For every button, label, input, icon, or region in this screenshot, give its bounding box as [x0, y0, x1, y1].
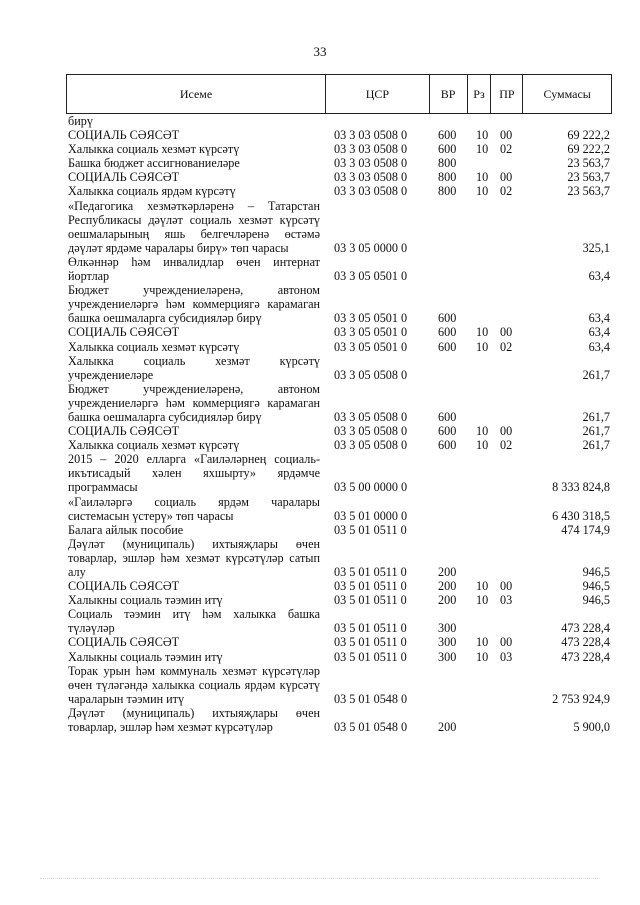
cell-csr: 03 5 01 0511 0: [334, 593, 407, 608]
cell-name: СОЦИАЛЬ СӘЯСӘТ: [68, 170, 180, 185]
cell-sum: 63,4: [588, 339, 610, 354]
table-row: [66, 184, 612, 198]
cell-csr: 03 5 01 0548 0: [334, 720, 408, 735]
header-rz: Рз: [468, 75, 492, 113]
cell-vr: 600: [438, 424, 457, 439]
cell-sum: 946,5: [582, 565, 610, 579]
cell-csr: 03 5 01 0000 0: [334, 508, 408, 523]
cell-vr: 600: [438, 142, 457, 157]
cell-sum: 69 222,2: [567, 142, 610, 157]
cell-pr: 00: [500, 170, 513, 185]
cell-sum: 23 563,7: [567, 184, 610, 199]
cell-vr: 600: [438, 409, 457, 424]
table-body: [66, 114, 612, 734]
cell-name: Бюджет учреждениеләренә, автоном учреждениеләргә һәм коммерциягә карамаган башка оешмаларга субсидияләр бирү: [68, 283, 320, 326]
cell-name: Бюджет учреждениеләренә, автоном учреждениеләргә һәм коммерциягә карамаган башка оешмаларга субсидияләр бирү: [68, 381, 320, 424]
header-vr: ВР: [430, 75, 468, 113]
table-header: [66, 74, 612, 114]
cell-sum: 261,7: [582, 438, 610, 453]
table-row: [66, 424, 612, 438]
page-number: 33: [313, 44, 327, 59]
cell-pr: 02: [500, 339, 513, 354]
cell-csr: 03 3 05 0508 0: [334, 409, 408, 424]
cell-rz: 10: [476, 579, 489, 594]
cell-sum: 474 174,9: [561, 522, 610, 537]
cell-sum: 261,7: [582, 367, 610, 382]
cell-pr: 02: [500, 184, 513, 199]
cell-name: Халыкны социаль тәэмин итү: [68, 649, 223, 664]
cell-rz: 10: [476, 128, 489, 143]
cell-name: Өлкәннәр һәм инвалидлар өчен интернат йортлар: [68, 254, 320, 284]
cell-vr: 600: [438, 325, 457, 340]
cell-sum: 325,1: [582, 240, 610, 255]
cell-sum: 5 900,0: [573, 720, 610, 735]
cell-sum: 473 228,4: [561, 621, 610, 636]
cell-pr: 00: [500, 128, 513, 143]
cell-name: Халыкка социаль хезмәт күрсәтү учреждениеләре: [68, 353, 320, 382]
cell-pr: 02: [500, 142, 513, 157]
cell-vr: 300: [438, 635, 457, 650]
table-row: [66, 255, 612, 283]
cell-sum: 23 563,7: [567, 170, 610, 185]
cell-pr: 00: [500, 424, 513, 439]
cell-csr: 03 5 01 0511 0: [334, 635, 407, 650]
budget-table: [66, 74, 612, 734]
table-row: [66, 283, 612, 325]
cell-vr: 800: [438, 170, 457, 185]
table-row: [66, 537, 612, 579]
cell-sum: 23 563,7: [567, 156, 610, 171]
cell-csr: 03 5 01 0511 0: [334, 579, 407, 594]
cell-pr: 00: [500, 635, 513, 650]
cell-vr: 300: [438, 621, 457, 636]
table-row: [66, 650, 612, 664]
cell-csr: 03 3 03 0508 0: [334, 184, 408, 199]
table-row: [66, 706, 612, 734]
cell-vr: 800: [438, 184, 457, 199]
cell-sum: 261,7: [582, 424, 610, 439]
table-row: [66, 114, 612, 128]
table-row: [66, 593, 612, 607]
cell-vr: 200: [438, 593, 457, 608]
cell-name: СОЦИАЛЬ СӘЯСӘТ: [68, 128, 180, 143]
cell-csr: 03 5 01 0511 0: [334, 649, 407, 664]
cell-sum: 473 228,4: [561, 635, 610, 650]
cell-csr: 03 3 03 0508 0: [334, 128, 408, 143]
table-row: [66, 156, 612, 170]
cell-rz: 10: [476, 438, 489, 453]
table-row: [66, 579, 612, 593]
table-row: [66, 495, 612, 523]
cell-csr: 03 3 03 0508 0: [334, 156, 408, 171]
cell-pr: 00: [500, 579, 513, 594]
cell-sum: 8 333 824,8: [552, 480, 610, 495]
cell-csr: 03 3 05 0501 0: [334, 269, 408, 284]
table-row: [66, 664, 612, 706]
cell-vr: 200: [438, 579, 457, 594]
cell-vr: 200: [438, 720, 457, 735]
table-row: [66, 170, 612, 184]
cell-rz: 10: [476, 325, 489, 340]
cell-name: Торак урын һәм коммуналь хезмәт күрсәтүләр өчен түләгәндә халыкка социаль ярдәм күрсәтү чараларын тәэмин итү: [68, 663, 320, 706]
cell-csr: 03 5 01 0511 0: [334, 565, 407, 579]
cell-pr: 00: [500, 325, 513, 340]
header-pr: ПР: [491, 75, 523, 113]
cell-csr: 03 3 05 0501 0: [334, 339, 408, 354]
cell-name: «Гаиләләргә социаль ярдәм чаралары системасын үстерү» төп чарасы: [68, 494, 320, 523]
cell-name: 2015 – 2020 елларга «Гаиләләрнең социаль-икътисадый хәлен яхшырту» ярдәмче программасы: [68, 452, 320, 495]
cell-pr: 03: [500, 649, 513, 664]
cell-name: Халыкка социаль ярдәм күрсәтү: [68, 184, 236, 199]
cell-name: СОЦИАЛЬ СӘЯСӘТ: [68, 635, 180, 650]
cell-csr: 03 3 05 0508 0: [334, 367, 408, 382]
table-row: [66, 607, 612, 635]
cell-rz: 10: [476, 339, 489, 354]
cell-csr: 03 5 01 0511 0: [334, 522, 407, 537]
header-sum: Суммасы: [543, 86, 591, 101]
cell-name: Башка бюджет ассигнованиеләре: [68, 156, 240, 171]
cell-rz: 10: [476, 635, 489, 650]
cell-name: СОЦИАЛЬ СӘЯСӘТ: [68, 424, 180, 439]
cell-sum: 6 430 318,5: [552, 508, 610, 523]
table-row: [66, 438, 612, 452]
cell-vr: 600: [438, 339, 457, 354]
cell-sum: 69 222,2: [567, 128, 610, 143]
cell-sum: 946,5: [582, 593, 610, 608]
cell-sum: 63,4: [588, 325, 610, 340]
cell-sum: 473 228,4: [561, 649, 610, 664]
cell-csr: 03 5 01 0511 0: [334, 621, 407, 636]
cell-csr: 03 3 03 0508 0: [334, 170, 408, 185]
cell-vr: 600: [438, 128, 457, 143]
table-row: [66, 452, 612, 494]
cell-rz: 10: [476, 170, 489, 185]
table-row: [66, 199, 612, 255]
cell-csr: 03 3 05 0501 0: [334, 311, 408, 326]
cell-csr: 03 3 05 0501 0: [334, 325, 408, 340]
cell-vr: 600: [438, 311, 457, 326]
cell-name: Балага айлык пособие: [68, 522, 184, 537]
cell-sum: 2 753 924,9: [552, 691, 610, 706]
scan-artifact-line: [40, 878, 600, 881]
table-row: [66, 340, 612, 354]
cell-name: Дәүләт (муниципаль) ихтыяҗлары өчен товарлар, эшләр һәм хезмәт күрсәтүләр: [68, 705, 320, 735]
cell-sum: 261,7: [582, 409, 610, 424]
cell-pr: 02: [500, 438, 513, 453]
cell-sum: 63,4: [588, 269, 610, 284]
cell-vr: 600: [438, 438, 457, 453]
cell-sum: 946,5: [582, 579, 610, 594]
cell-rz: 10: [476, 424, 489, 439]
cell-name: Дәүләт (муниципаль) ихтыяҗлары өчен товарлар, эшләр һәм хезмәт күрсәтүләр сатып алу: [68, 536, 320, 579]
table-row: [66, 635, 612, 649]
cell-name: «Педагогика хезмәткәрләренә – Татарстан Республикасы дәүләт социаль хезмәт күрсәтү оешмаларының яшь белгечләренә өстәмә дәүләт ярдәме чаралары бирү» төп чарасы: [68, 198, 320, 255]
cell-csr: 03 5 01 0548 0: [334, 691, 408, 706]
cell-rz: 10: [476, 649, 489, 664]
cell-rz: 10: [476, 142, 489, 157]
cell-name: Халыкны социаль тәэмин итү: [68, 593, 223, 608]
cell-name: Социаль тәэмин итү һәм халыкка башка түләүләр: [68, 607, 320, 636]
cell-name: Халыкка социаль хезмәт күрсәтү: [68, 438, 240, 453]
table-row: [66, 354, 612, 382]
table-row: [66, 142, 612, 156]
table-row: [66, 128, 612, 142]
cell-name: СОЦИАЛЬ СӘЯСӘТ: [68, 579, 180, 594]
table-row: [66, 325, 612, 339]
cell-name: СОЦИАЛЬ СӘЯСӘТ: [68, 325, 180, 340]
header-name: Исеме: [67, 75, 326, 113]
cell-csr: 03 3 05 0508 0: [334, 438, 408, 453]
cell-csr: 03 3 03 0508 0: [334, 142, 408, 157]
cell-name: Халыкка социаль хезмәт күрсәтү: [68, 142, 240, 157]
cell-csr: 03 3 05 0000 0: [334, 240, 408, 255]
cell-pr: 03: [500, 593, 513, 608]
table-row: [66, 382, 612, 424]
header-csr: ЦСР: [326, 75, 430, 113]
cell-name: Халыкка социаль хезмәт күрсәтү: [68, 339, 240, 354]
cell-csr: 03 5 00 0000 0: [334, 480, 408, 495]
cell-rz: 10: [476, 593, 489, 608]
cell-sum: 63,4: [588, 311, 610, 326]
cell-vr: 300: [438, 649, 457, 664]
cell-vr: 800: [438, 156, 457, 171]
cell-vr: 200: [438, 565, 457, 579]
cell-name: бирү: [68, 114, 93, 128]
cell-csr: 03 3 05 0508 0: [334, 424, 408, 439]
cell-rz: 10: [476, 184, 489, 199]
table-row: [66, 523, 612, 537]
